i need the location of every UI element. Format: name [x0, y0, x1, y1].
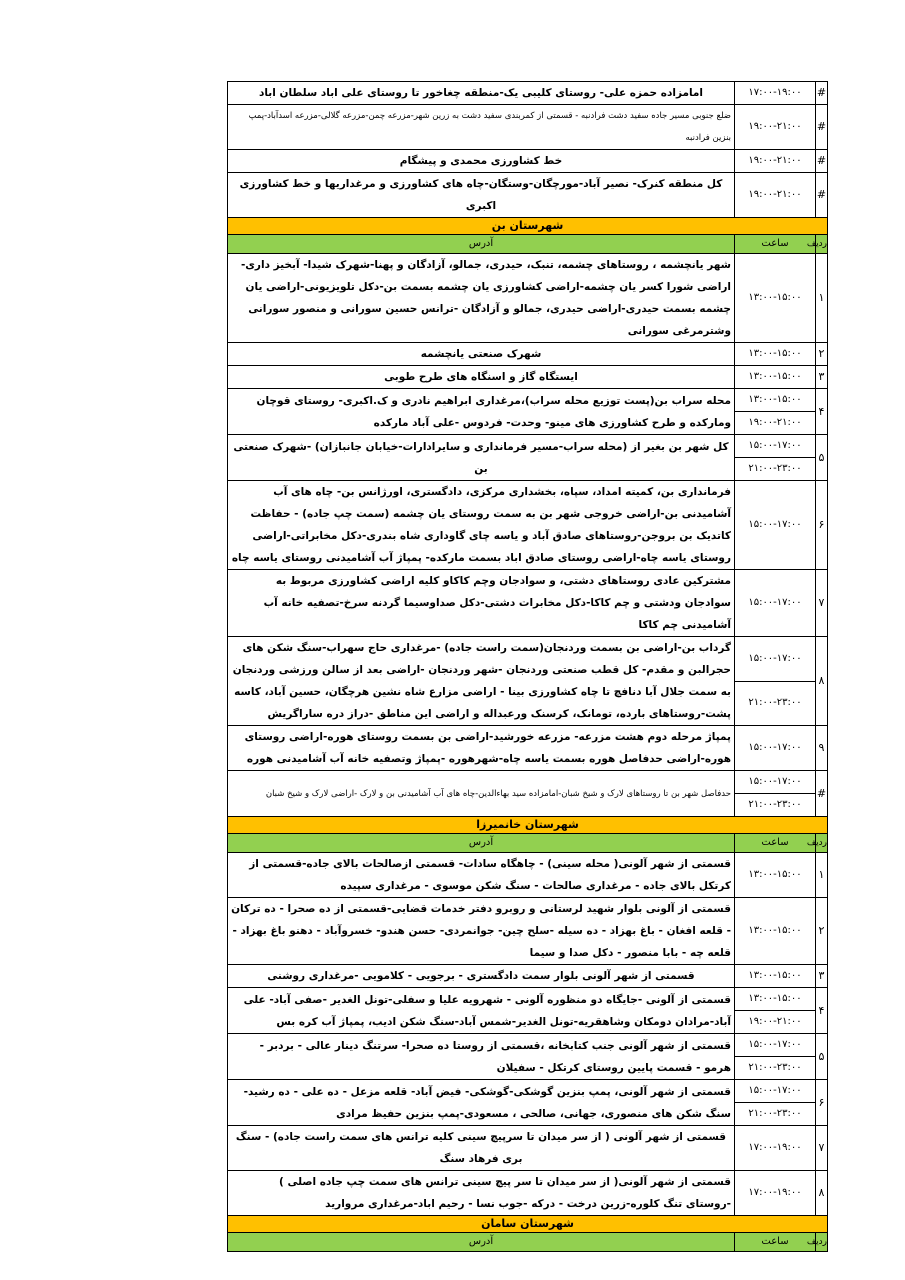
time-slot: ۱۳:۰۰-۱۵:۰۰ [735, 853, 816, 898]
table-row [228, 965, 828, 988]
row-index: ۱ [816, 853, 828, 898]
address-cell: خط کشاورزی محمدی و پیشگام [228, 150, 735, 173]
address-cell: امامزاده حمزه علی- روستای کلیبی یک-منطقه چغاخور تا روستای علی اباد سلطان اباد [228, 82, 735, 105]
table-row [228, 637, 828, 682]
row-index: ۷ [816, 1126, 828, 1171]
row-index: ۵ [816, 435, 828, 481]
row-index: ۶ [816, 1080, 828, 1126]
time-slot: ۱۵:۰۰-۱۷:۰۰ [735, 570, 816, 637]
time-slot: ۱۷:۰۰-۱۹:۰۰ [735, 82, 816, 105]
table-row [228, 389, 828, 412]
address-cell: شهر یانچشمه ، روستاهای چشمه، تنبک، حیدری، جمالو، آزادگان و پهنا-شهرک شیدا- آبخیز داری-اراضی شورا کسر یان چشمه-اراضی کشاورزی یان چشمه بسمت بن-دکل تلویزیونی-اراضی یان چشمه بسمت حیدری-اراضی حیدری، جمالو و آزادگان -ترانس حسین سورانی و منصور سورانی وشترمرغی سورانی [228, 254, 735, 343]
header-time: ساعت [735, 1233, 816, 1252]
address-cell: پمپاژ مرحله دوم هشت مزرعه- مزرعه خورشید-اراضی بن بسمت روستای هوره-اراضی روستای هوره-اراضی حدفاصل هوره بسمت یاسه چاه-شهرهوره -پمپاژ وتصفیه خانه آب آشامیدنی هوره [228, 726, 735, 771]
table-row [228, 1080, 828, 1103]
address-cell: قسمتی از آلونی بلوار شهید لرستانی و روبرو دفتر خدمات قضایی-قسمتی از ده صحرا - ده ترکان - قلعه افغان - باغ بهزاد - ده سیله -سلح چین- جوانمردی- حسن هندو- خسروآباد - دهنو باغ بهزاد - قلعه چه - بابا منصور - دکل صدا و سیما [228, 898, 735, 965]
row-index: ۸ [816, 637, 828, 726]
time-slot: ۱۵:۰۰-۱۷:۰۰ [735, 435, 816, 458]
county-header [228, 218, 828, 235]
row-index: # [816, 150, 828, 173]
table-row [228, 481, 828, 570]
address-cell: ضلع جنوبی مسیر جاده سفید دشت فرادنبه - قسمتی از کمربندی سفید دشت به زرین شهر-مزرعه چمن-مزرعه گلالی-مزرعه اسدآباد-پمپ بنزین فرادنبه [228, 105, 735, 150]
table-row [228, 1126, 828, 1171]
time-slot: ۱۷:۰۰-۱۹:۰۰ [735, 1171, 816, 1216]
time-slot: ۱۵:۰۰-۱۷:۰۰ [735, 771, 816, 794]
table-row [228, 771, 828, 794]
time-slot: ۱۳:۰۰-۱۵:۰۰ [735, 965, 816, 988]
table-row [228, 1034, 828, 1057]
time-slot: ۱۵:۰۰-۱۷:۰۰ [735, 1034, 816, 1057]
table-row [228, 173, 828, 218]
county-title: شهرستان سامان [228, 1216, 828, 1233]
row-index: ۲ [816, 898, 828, 965]
time-slot: ۲۱:۰۰-۲۳:۰۰ [735, 458, 816, 481]
time-slot: ۱۳:۰۰-۱۵:۰۰ [735, 366, 816, 389]
table-row [228, 254, 828, 343]
address-cell: قسمتی از شهر آلونی، پمپ بنزین گوشکی-گوشکی- فیض آباد- قلعه مزعل - ده علی - ده رشید- سنگ شکن های منصوری، جهانی، صالحی ، مسعودی-پمپ بنزین حفیظ مرادی [228, 1080, 735, 1126]
time-slot: ۱۵:۰۰-۱۷:۰۰ [735, 1080, 816, 1103]
address-cell: قسمتی از شهر آلونی بلوار سمت دادگستری - برجویی - کلامویی -مرغداری روشنی [228, 965, 735, 988]
row-index: # [816, 105, 828, 150]
table-row [228, 1171, 828, 1216]
row-index: ۱ [816, 254, 828, 343]
row-index: # [816, 82, 828, 105]
row-index: # [816, 173, 828, 218]
table-row [228, 150, 828, 173]
address-cell: قسمتی از شهر آلونی( محله سینی) - چاهگاه سادات- قسمتی ازصالحات بالای جاده-قسمتی از کرتکل بالای جاده - مرغداری صالحات - سنگ شکن موسوی - مرغداری سپیده [228, 853, 735, 898]
row-index: ۲ [816, 343, 828, 366]
table-row [228, 435, 828, 458]
row-index: ۸ [816, 1171, 828, 1216]
row-index: ۹ [816, 726, 828, 771]
address-cell: قسمتی از شهر آلونی( از سر میدان تا سر پیچ سینی ترانس های سمت چپ جاده اصلی ) -روستای تنگ کلوره-زرین درخت - درکه -جوب نسا - رحیم اباد-مرغداری مروارید [228, 1171, 735, 1216]
time-slot: ۱۳:۰۰-۱۵:۰۰ [735, 343, 816, 366]
header-index: ردیف [816, 1233, 828, 1252]
county-title: شهرستان بن [228, 218, 828, 235]
header-address: آدرس [228, 1233, 735, 1252]
table-row [228, 366, 828, 389]
row-index: ۵ [816, 1034, 828, 1080]
column-header-row [228, 834, 828, 853]
address-cell: گرداب بن-اراضی بن بسمت وردنجان(سمت راست جاده) -مرغداری حاج سهراب-سنگ شکن های حجرالبن و مقدم- کل قطب صنعتی وردنجان -شهر وردنجان -اراضی بعد از سالن ورزشی وردنجان به سمت جلال آبا دنافچ تا چاه کشاورزی بینا - اراضی مزارع شاه نشین هرچگان، حسین آباد، کاسه پشت-روستاهای بارده، تومانک، کرسنک ورعبداله و اراضی این مناطق -دراز دره ساراگریش [228, 637, 735, 726]
row-index: ۶ [816, 481, 828, 570]
column-header-row [228, 1233, 828, 1252]
table-row [228, 898, 828, 965]
table-row [228, 853, 828, 898]
time-slot: ۲۱:۰۰-۲۳:۰۰ [735, 681, 816, 726]
address-cell: مشترکین عادی روستاهای دشتی، و سوادجان وچم کاکاو کلیه اراضی کشاورزی مربوط به سوادجان ودشتی و چم کاکا-دکل مخابرات دشتی-دکل صداوسیما گردنه سرخ-تصفیه خانه آب آشامیدنی چم کاکا [228, 570, 735, 637]
time-slot: ۱۳:۰۰-۱۵:۰۰ [735, 988, 816, 1011]
time-slot: ۱۳:۰۰-۱۵:۰۰ [735, 389, 816, 412]
row-index: # [816, 771, 828, 817]
table-row [228, 988, 828, 1011]
time-slot: ۱۵:۰۰-۱۷:۰۰ [735, 481, 816, 570]
time-slot: ۱۷:۰۰-۱۹:۰۰ [735, 1126, 816, 1171]
county-title: شهرستان خانمیرزا [228, 817, 828, 834]
time-slot: ۱۳:۰۰-۱۵:۰۰ [735, 898, 816, 965]
address-cell: شهرک صنعتی یانچشمه [228, 343, 735, 366]
table-row [228, 343, 828, 366]
table-row [228, 726, 828, 771]
table-row [228, 82, 828, 105]
time-slot: ۱۵:۰۰-۱۷:۰۰ [735, 726, 816, 771]
time-slot: ۱۹:۰۰-۲۱:۰۰ [735, 105, 816, 150]
row-index: ۳ [816, 366, 828, 389]
county-header [228, 1216, 828, 1233]
address-cell: قسمتی از شهر آلونی ( از سر میدان تا سرپیچ سینی کلیه ترانس های سمت راست جاده) - سنگ بری فرهاد سنگ [228, 1126, 735, 1171]
address-cell: حدفاصل شهر بن تا روستاهای لارک و شیخ شبان-امامزاده سید بهاءالدین-چاه های آب آشامیدنی بن و لارک -اراضی لارک و شیخ شبان [228, 771, 735, 817]
header-address: آدرس [228, 235, 735, 254]
address-cell: محله سراب بن(پست توزیع محله سراب)،مرغداری ابراهیم نادری و ک.اکبری- روستای قوچان ومارکده و طرح کشاورزی های مینو- وحدت- فردوس -علی آباد مارکده [228, 389, 735, 435]
address-cell: قسمتی از شهر آلونی جنب کتابخانه ،قسمتی از روستا ده صحرا- سرتنگ دینار عالی - بردبر - هرمو - قسمت پایین روستای کرتکل - سفیلان [228, 1034, 735, 1080]
outage-schedule-sheet [227, 81, 828, 1252]
address-cell: ایستگاه گاز و اسنگاه های طرح طوبی [228, 366, 735, 389]
table-row [228, 570, 828, 637]
header-time: ساعت [735, 834, 816, 853]
time-slot: ۱۹:۰۰-۲۱:۰۰ [735, 173, 816, 218]
time-slot: ۱۹:۰۰-۲۱:۰۰ [735, 1011, 816, 1034]
header-index: ردیف [816, 834, 828, 853]
column-header-row [228, 235, 828, 254]
row-index: ۳ [816, 965, 828, 988]
schedule-table [227, 81, 828, 1252]
row-index: ۴ [816, 988, 828, 1034]
row-index: ۴ [816, 389, 828, 435]
header-time: ساعت [735, 235, 816, 254]
time-slot: ۲۱:۰۰-۲۳:۰۰ [735, 1057, 816, 1080]
table-row [228, 105, 828, 150]
address-cell: کل منطقه کنرک- نصیر آباد-مورچگان-وستگان-چاه های کشاورزی و مرغداریها و خط کشاورزی اکبری [228, 173, 735, 218]
address-cell: کل شهر بن بغیر از (محله سراب-مسیر فرمانداری و سایرادارات-خیابان جانبازان) -شهرک صنعتی بن [228, 435, 735, 481]
time-slot: ۱۹:۰۰-۲۱:۰۰ [735, 150, 816, 173]
time-slot: ۱۵:۰۰-۱۷:۰۰ [735, 637, 816, 682]
county-header [228, 817, 828, 834]
time-slot: ۲۱:۰۰-۲۳:۰۰ [735, 1103, 816, 1126]
header-index: ردیف [816, 235, 828, 254]
time-slot: ۲۱:۰۰-۲۳:۰۰ [735, 794, 816, 817]
time-slot: ۱۳:۰۰-۱۵:۰۰ [735, 254, 816, 343]
address-cell: قسمتی از آلونی -جایگاه دو منظوره آلونی - شهرویه علیا و سفلی-تونل الغدیر -صفی آباد- علی آباد-مرادان دومکان وشاهقریه-تونل الغدیر-شمس آباد-سنگ شکن ادیب، پمپاژ آب کره بس [228, 988, 735, 1034]
row-index: ۷ [816, 570, 828, 637]
address-cell: فرمانداری بن، کمیته امداد، سپاه، بخشداری مرکزی، دادگستری، اورژانس بن- چاه های آب آشامیدنی بن-اراضی خروجی شهر بن به سمت روستای یان چشمه (سمت چپ جاده) - حفاظت کاتدیک بن بروجن-روستاهای صادق آباد و یاسه چای گاوداری شاه بندری-دکل مخابراتی-اراضی روستای یاسه چاه-اراضی روستای صادق اباد بسمت مارکده- پمپاژ آب آشامیدنی روستای یاسه چاه [228, 481, 735, 570]
header-address: آدرس [228, 834, 735, 853]
time-slot: ۱۹:۰۰-۲۱:۰۰ [735, 412, 816, 435]
